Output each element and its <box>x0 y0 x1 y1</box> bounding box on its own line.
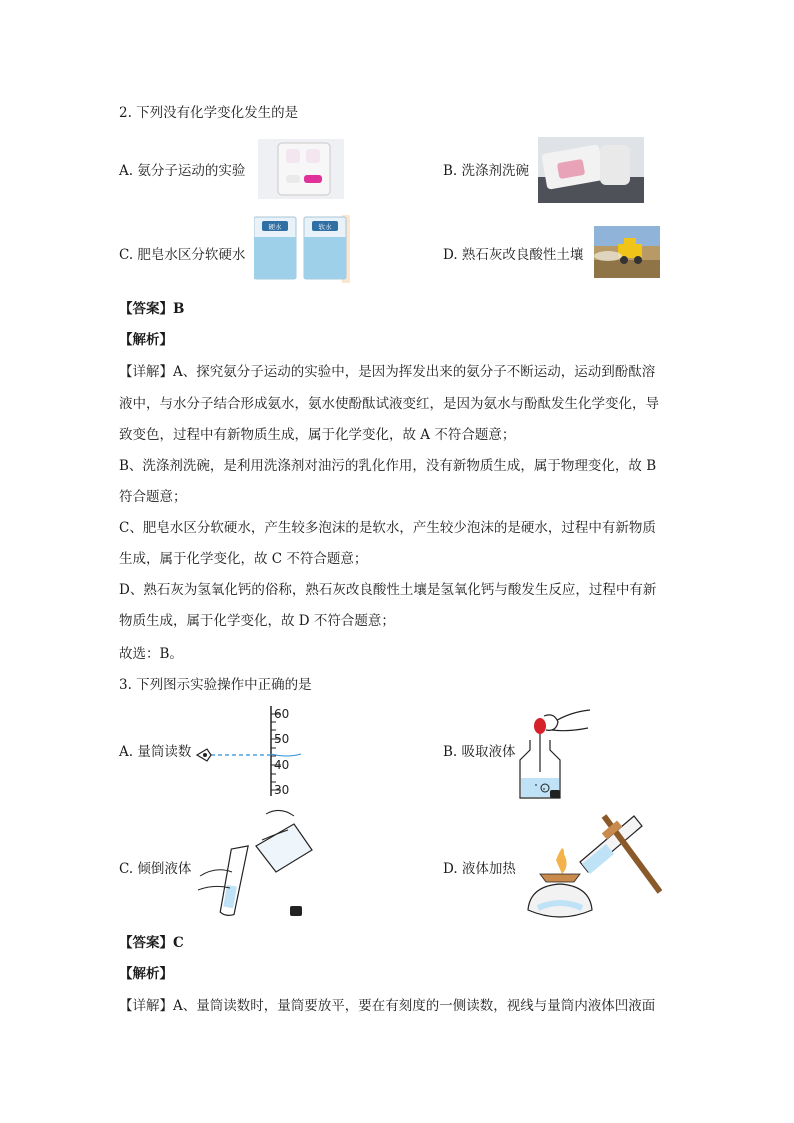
q3-option-d: D. 液体加热 <box>443 861 516 877</box>
q2-option-d: D. 熟石灰改良酸性土壤 <box>443 247 584 263</box>
q2-explanation-line: 液中，与水分子结合形成氨水，氨水使酚酞试液变红，是因为氨水与酚酞发生化学变化，导 <box>119 396 659 412</box>
ammonia-experiment-image <box>258 139 344 199</box>
q2-option-c: C. 肥皂水区分软硬水 <box>119 247 246 263</box>
q2-option-a: A. 氨分子运动的实验 <box>119 163 246 179</box>
pouring-liquid-diagram <box>196 806 316 918</box>
soap-water-hard-soft-water-image <box>254 215 350 283</box>
q3-option-b: B. 吸取液体 <box>443 744 516 760</box>
tick-label-60: 60 <box>274 707 290 721</box>
q2-explanation-line: 【详解】A、探究氨分子运动的实验中，是因为挥发出来的氨分子不断运动，运动到酚酞溶 <box>119 364 656 380</box>
q3-analysis-heading: 【解析】 <box>119 966 173 982</box>
q2-explanation-line: D、熟石灰为氢氧化钙的俗称，熟石灰改良酸性土壤是氢氧化钙与酸发生反应，过程中有新 <box>119 582 657 598</box>
q3-option-c: C. 倾倒液体 <box>119 861 192 877</box>
tick-label-40: 40 <box>274 758 290 772</box>
hard-water-tag: 硬水 <box>268 223 282 231</box>
q3-option-a: A. 量筒读数 <box>119 744 192 760</box>
tick-label-50: 50 <box>274 732 290 746</box>
graduated-cylinder-reading-diagram <box>195 702 305 798</box>
tick-label-30: 30 <box>274 783 290 797</box>
question-2-stem: 2. 下列没有化学变化发生的是 <box>119 105 299 121</box>
q2-explanation-line: B、洗涤剂洗碗，是利用洗涤剂对油污的乳化作用，没有新物质生成，属于物理变化，故 B <box>119 458 657 474</box>
q3-explanation-line: 【详解】A、量筒读数时，量筒要放平，要在有刻度的一侧读数，视线与量筒内液体凹液面 <box>119 998 656 1014</box>
question-3-stem: 3. 下列图示实验操作中正确的是 <box>119 677 312 693</box>
q2-explanation-line: 符合题意； <box>119 489 187 505</box>
dish-washing-image <box>538 137 644 203</box>
q2-explanation-line: 致变色，过程中有新物质生成，属于化学变化，故 A 不符合题意； <box>119 427 516 443</box>
q3-answer: 【答案】C <box>119 935 184 951</box>
heating-liquid-diagram <box>520 800 662 926</box>
q2-option-b: B. 洗涤剂洗碗 <box>443 163 530 179</box>
q2-explanation-line: 物质生成，属于化学变化，故 D 不符合题意； <box>119 613 395 629</box>
soft-water-tag: 软水 <box>318 223 332 231</box>
q2-answer: 【答案】B <box>119 301 185 317</box>
q2-explanation-line: 生成，属于化学变化，故 C 不符合题意； <box>119 551 368 567</box>
q2-explanation-line: 故选：B。 <box>119 646 183 662</box>
q2-explanation-line: C、肥皂水区分软硬水，产生较多泡沫的是软水，产生较少泡沫的是硬水，过程中有新物质 <box>119 520 656 536</box>
q2-analysis-heading: 【解析】 <box>119 332 173 348</box>
farmland-tractor-image <box>594 226 660 278</box>
dropper-aspirating-diagram <box>494 702 594 802</box>
